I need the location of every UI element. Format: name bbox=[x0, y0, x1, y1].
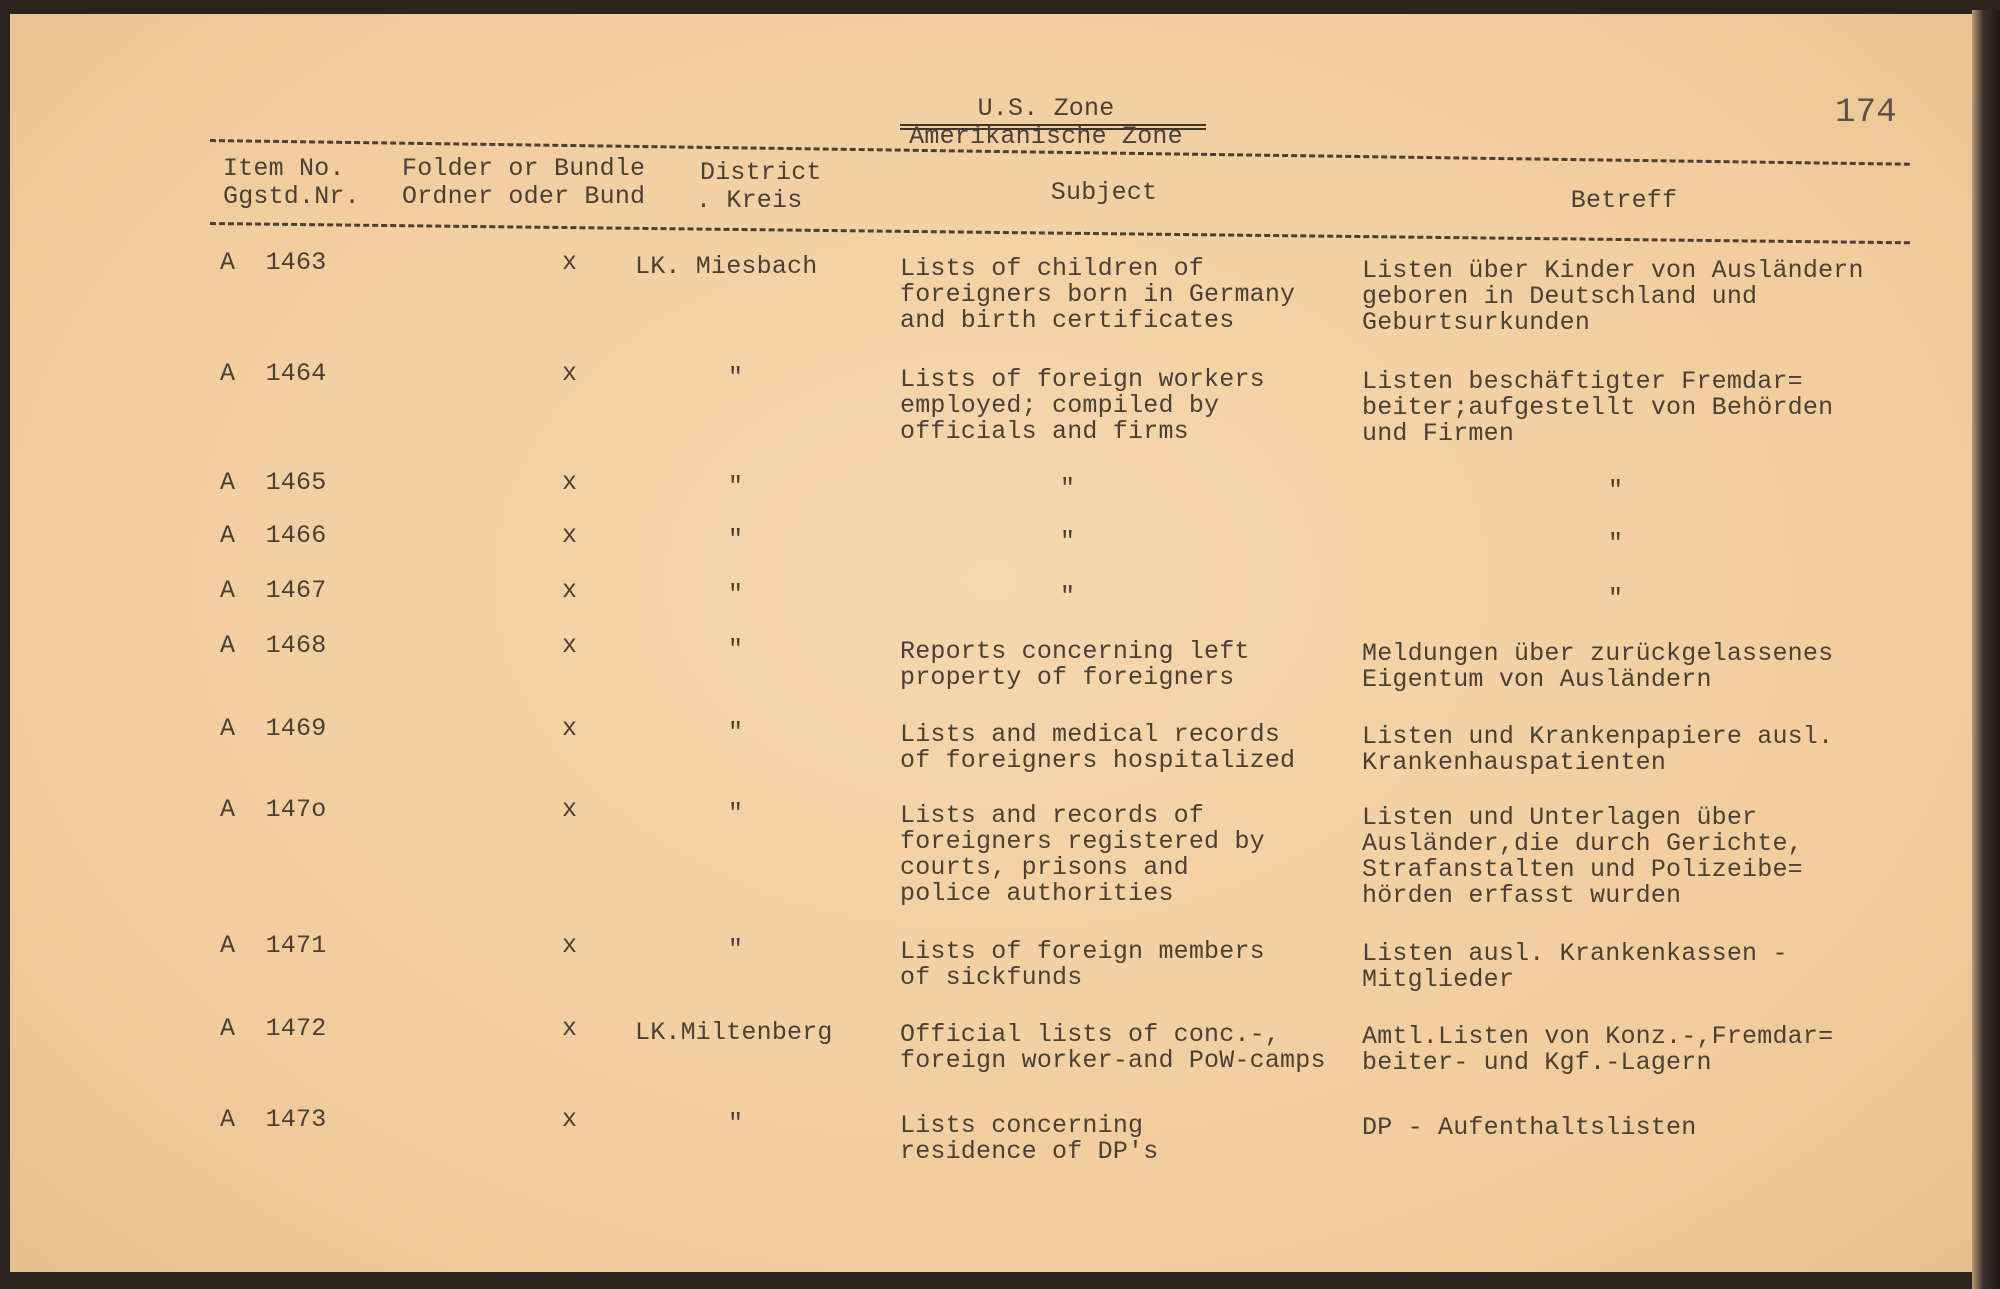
cell-item-number: A 1472 bbox=[220, 1014, 327, 1043]
cell-subject: Lists of foreign workers employed; compiled by officials and firms bbox=[900, 365, 1265, 446]
cell-subject: Reports concerning left property of foreigners bbox=[900, 637, 1250, 692]
cell-subject: Lists of foreign members of sickfunds bbox=[900, 937, 1265, 992]
cell-item-number: A 1464 bbox=[220, 359, 327, 388]
cell-folder-mark: x bbox=[562, 359, 578, 388]
cell-district: " bbox=[728, 935, 744, 964]
cell-district: " bbox=[728, 1109, 744, 1138]
col-header-item-en: Item No. bbox=[223, 154, 345, 183]
cell-folder-mark: x bbox=[562, 714, 578, 743]
cell-folder-mark: x bbox=[562, 1014, 578, 1043]
cell-betreff: Amtl.Listen von Konz.-,Fremdar= beiter- und Kgf.-Lagern bbox=[1362, 1022, 1834, 1077]
zone-title-de: Amerikanische Zone bbox=[909, 122, 1183, 151]
cell-item-number: A 1466 bbox=[220, 521, 327, 550]
cell-subject: Official lists of conc.-, foreign worker-and PoW-camps bbox=[900, 1020, 1326, 1075]
page-edge bbox=[1972, 10, 2000, 1289]
col-header-subject: Subject bbox=[1050, 178, 1158, 207]
cell-betreff: Listen beschäftigter Fremdar= beiter;aufgestellt von Behörden und Firmen bbox=[1362, 367, 1834, 448]
cell-subject: " bbox=[1060, 474, 1076, 503]
cell-betreff: " bbox=[1608, 476, 1624, 505]
zone-title-en: U.S. Zone bbox=[977, 94, 1115, 123]
document-page bbox=[10, 14, 1972, 1272]
cell-item-number: A 1467 bbox=[220, 576, 327, 605]
cell-folder-mark: x bbox=[562, 795, 578, 824]
cell-district: " bbox=[728, 799, 744, 828]
cell-district: " bbox=[728, 525, 744, 554]
cell-item-number: A 1473 bbox=[220, 1105, 327, 1134]
cell-folder-mark: x bbox=[562, 931, 578, 960]
cell-item-number: A 147o bbox=[220, 795, 327, 824]
cell-item-number: A 1463 bbox=[220, 248, 327, 277]
cell-betreff: " bbox=[1608, 529, 1624, 558]
cell-district: " bbox=[728, 635, 744, 664]
col-header-betreff: Betreff bbox=[1570, 186, 1678, 215]
cell-subject: Lists and records of foreigners registered by courts, prisons and police authorities bbox=[900, 801, 1265, 908]
cell-folder-mark: x bbox=[562, 576, 578, 605]
cell-betreff: Listen ausl. Krankenkassen - Mitglieder bbox=[1362, 939, 1788, 994]
cell-district: " bbox=[728, 580, 744, 609]
cell-betreff: Listen und Unterlagen über Ausländer,die durch Gerichte, Strafanstalten und Polizeibe= hörden erfasst wurden bbox=[1362, 803, 1803, 910]
cell-betreff: Listen über Kinder von Ausländern geboren in Deutschland und Geburtsurkunden bbox=[1362, 256, 1864, 337]
cell-item-number: A 1468 bbox=[220, 631, 327, 660]
cell-betreff: Meldungen über zurückgelassenes Eigentum von Ausländern bbox=[1362, 639, 1834, 694]
col-header-district-en: District bbox=[700, 158, 822, 187]
cell-betreff: Listen und Krankenpapiere ausl. Krankenhauspatienten bbox=[1362, 722, 1834, 777]
col-header-district-de: . Kreis bbox=[696, 186, 803, 215]
cell-district: " bbox=[728, 718, 744, 747]
cell-folder-mark: x bbox=[562, 521, 578, 550]
cell-folder-mark: x bbox=[562, 1105, 578, 1134]
cell-folder-mark: x bbox=[562, 468, 578, 497]
col-header-folder-de: Ordner oder Bund bbox=[402, 182, 646, 211]
cell-district: LK. Miesbach bbox=[635, 252, 818, 281]
cell-subject: " bbox=[1060, 527, 1076, 556]
cell-subject: Lists of children of foreigners born in Germany and birth certificates bbox=[900, 254, 1296, 335]
cell-folder-mark: x bbox=[562, 248, 578, 277]
cell-folder-mark: x bbox=[562, 631, 578, 660]
col-header-item-de: Ggstd.Nr. bbox=[223, 182, 360, 211]
cell-subject: " bbox=[1060, 582, 1076, 611]
header-divider-bottom bbox=[210, 222, 1910, 244]
cell-subject: Lists concerning residence of DP's bbox=[900, 1111, 1159, 1166]
cell-item-number: A 1465 bbox=[220, 468, 327, 497]
cell-district: LK.Miltenberg bbox=[635, 1018, 833, 1047]
page-number: 174 bbox=[1835, 94, 1897, 132]
cell-item-number: A 1471 bbox=[220, 931, 327, 960]
cell-subject: Lists and medical records of foreigners hospitalized bbox=[900, 720, 1296, 775]
cell-district: " bbox=[728, 363, 744, 392]
cell-betreff: DP - Aufenthaltslisten bbox=[1362, 1113, 1697, 1142]
cell-betreff: " bbox=[1608, 584, 1624, 613]
cell-district: " bbox=[728, 472, 744, 501]
col-header-folder-en: Folder or Bundle bbox=[402, 154, 646, 183]
cell-item-number: A 1469 bbox=[220, 714, 327, 743]
